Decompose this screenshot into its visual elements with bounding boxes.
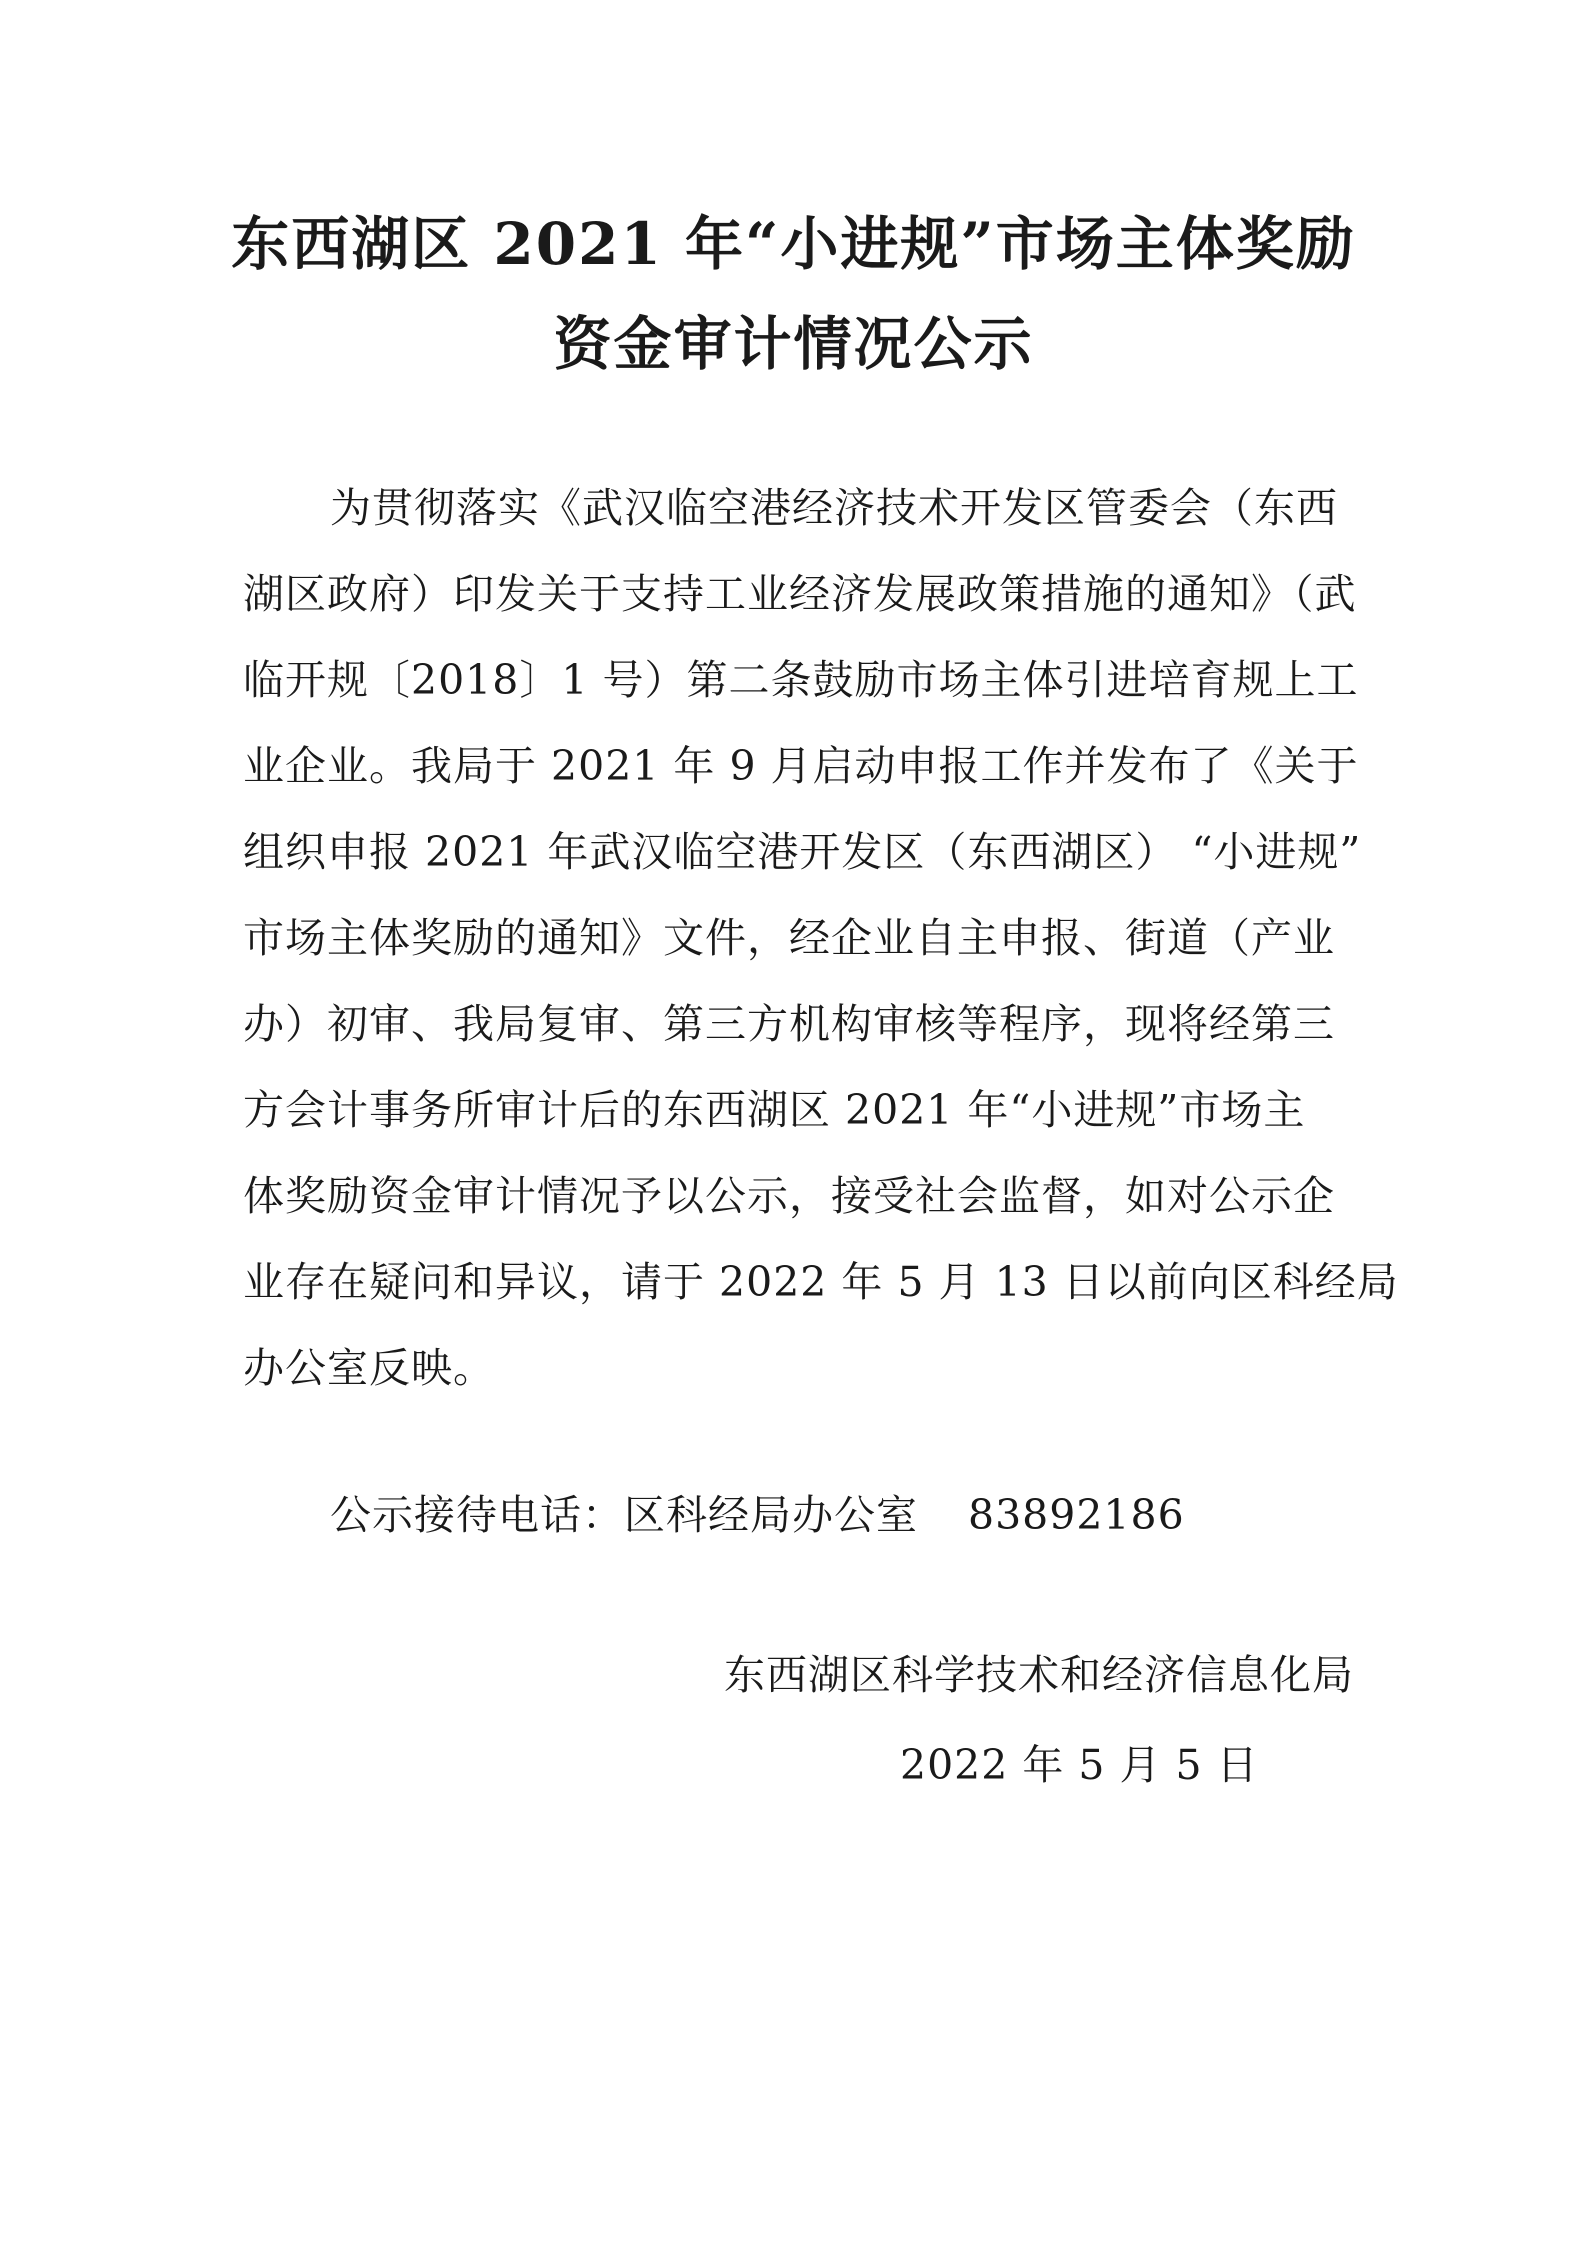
body-line-8: 方会计事务所审计后的东西湖区 2021 年“小进规”市场主 (243, 1086, 1306, 1134)
body-line-9: 体奖励资金审计情况予以公示，接受社会监督，如对公示企 (243, 1172, 1335, 1220)
body-line-5: 组织申报 2021 年武汉临空港开发区（东西湖区） “小进规” (243, 828, 1362, 876)
contact-phone: 83892186 (968, 1491, 1185, 1539)
body-line-11: 办公室反映。 (243, 1344, 495, 1392)
body-line-10: 业存在疑问和异议，请于 2022 年 5 月 13 日以前向区科经局 (243, 1258, 1399, 1306)
body-line-1: 为贯彻落实《武汉临空港经济技术开发区管委会（东西 (330, 484, 1338, 532)
body-line-3: 临开规〔2018〕1 号）第二条鼓励市场主体引进培育规上工 (243, 656, 1359, 704)
body-line-7: 办）初审、我局复审、第三方机构审核等程序，现将经第三 (243, 1000, 1335, 1048)
contact-line (330, 1491, 1185, 1539)
document-title-line-2: 资金审计情况公示 (553, 310, 1034, 378)
body-line-2: 湖区政府）印发关于支持工业经济发展政策措施的通知》（武 (243, 570, 1357, 618)
issue-date: 2022 年 5 月 5 日 (900, 1741, 1259, 1789)
issuer-name: 东西湖区科学技术和经济信息化局 (724, 1651, 1354, 1699)
body-line-4: 业企业。我局于 2021 年 9 月启动申报工作并发布了《关于 (243, 742, 1359, 790)
contact-label: 公示接待电话：区科经局办公室 (330, 1491, 918, 1539)
document-title-line-1: 东西湖区 2021 年“小进规”市场主体奖励 (231, 210, 1356, 278)
body-line-6: 市场主体奖励的通知》文件，经企业自主申报、街道（产业 (243, 914, 1335, 962)
